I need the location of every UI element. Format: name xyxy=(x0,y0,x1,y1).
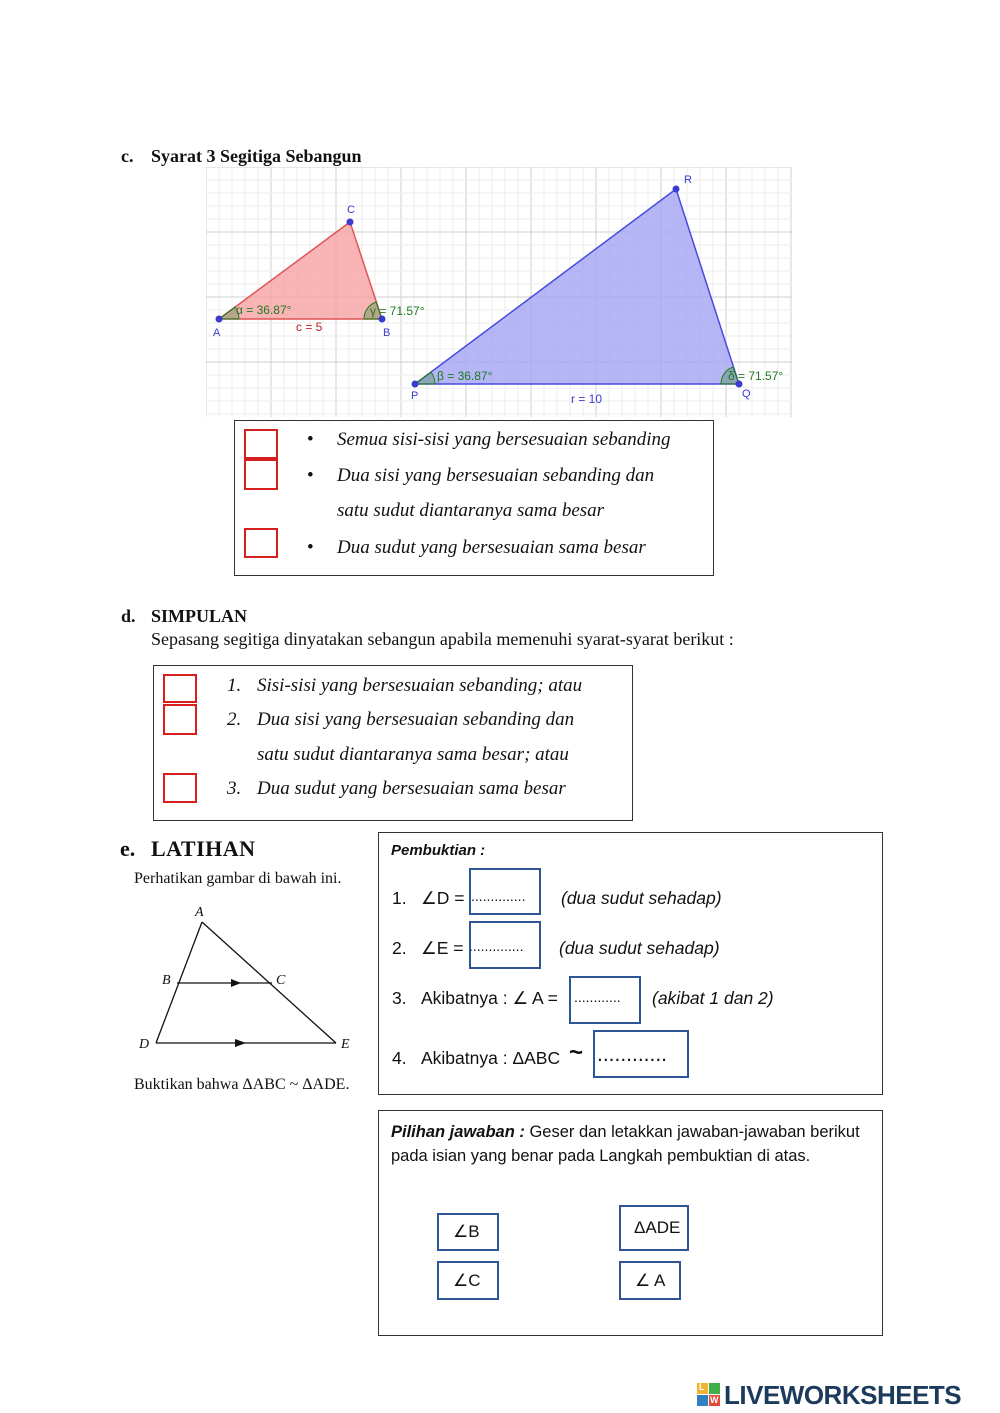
step-4-blank: ............ xyxy=(597,1043,668,1066)
summary-1-num: 1. xyxy=(227,675,242,696)
step-2-text: ∠E = xyxy=(421,938,464,958)
label-c: C xyxy=(347,204,355,216)
angle-delta-label: δ = 71.57° xyxy=(728,369,784,383)
prove-statement: Buktikan bahwa ΔABC ~ ΔADE. xyxy=(134,1076,350,1093)
answer-chip-angle-b[interactable] xyxy=(437,1213,499,1251)
section-c-letter: c. xyxy=(121,146,134,166)
angle-beta-label: β = 36.87° xyxy=(437,369,493,383)
step-1-num: 1. xyxy=(392,888,407,908)
parallel-arrow-bc xyxy=(231,979,241,987)
step-3-blank: ............ xyxy=(574,989,621,1005)
exercise-triangle-figure xyxy=(135,900,365,1060)
chip-label: ∠B xyxy=(453,1222,480,1241)
choices-instruction xyxy=(391,1120,869,1168)
answer-slot-2[interactable] xyxy=(469,921,541,969)
drop-target-2[interactable] xyxy=(244,459,278,490)
section-d-intro: Sepasang segitiga dinyatakan sebangun apabila memenuhi syarat-syarat berikut : xyxy=(151,629,734,649)
angle-alpha-label: α = 36.87° xyxy=(236,303,292,317)
proof-panel xyxy=(378,832,883,1095)
step-1-blank: .............. xyxy=(471,888,526,904)
drop-target-5[interactable] xyxy=(163,704,197,735)
label-r: R xyxy=(684,174,692,186)
choices-heading-rest: Geser dan letakkan jawaban-jawaban berikut pada isian yang benar pada Langkah pembuktian di atas. xyxy=(391,1123,860,1165)
point-c xyxy=(347,219,354,226)
condition-1-text: Semua sisi-sisi yang bersesuaian sebanding xyxy=(337,429,671,450)
logo-letter: L xyxy=(699,1382,705,1392)
step-3-text: Akibatnya : ∠ A = xyxy=(421,988,558,1008)
chip-label: ∠ A xyxy=(635,1270,666,1290)
logo-letter: W xyxy=(710,1395,719,1405)
point-r xyxy=(673,186,680,193)
similar-triangles-figure xyxy=(206,167,792,417)
answer-slot-3[interactable] xyxy=(569,976,641,1024)
label-d: D xyxy=(139,1037,150,1052)
step-1-reason: (dua sudut sehadap) xyxy=(561,888,722,908)
bullet: • xyxy=(307,465,314,486)
step-4-tilde: ~ xyxy=(569,1039,584,1066)
summary-3-num: 3. xyxy=(227,778,242,799)
summary-2-text-line1: Dua sisi yang bersesuaian sebanding dan xyxy=(257,709,575,730)
step-2-reason: (dua sudut sehadap) xyxy=(559,938,720,958)
chip-label: ΔADE xyxy=(634,1218,681,1237)
bullet: • xyxy=(307,429,314,450)
step-3-num: 3. xyxy=(392,988,407,1008)
point-p xyxy=(412,381,419,388)
step-4-text: Akibatnya : ΔABC xyxy=(421,1048,561,1068)
step-2-blank: .............. xyxy=(469,938,524,954)
summary-box xyxy=(153,665,633,821)
section-d-title: SIMPULAN xyxy=(151,606,248,626)
step-3-reason: (akibat 1 dan 2) xyxy=(652,988,774,1008)
label-e: E xyxy=(341,1037,350,1052)
side-r-label: r = 10 xyxy=(571,392,603,406)
exercise-instruction: Perhatikan gambar di bawah ini. xyxy=(134,870,342,887)
point-a xyxy=(216,316,223,323)
summary-1-text: Sisi-sisi yang bersesuaian sebanding; atau xyxy=(257,675,583,696)
side-c-label: c = 5 xyxy=(296,320,323,334)
summary-2-num: 2. xyxy=(227,709,242,730)
answer-chip-angle-c[interactable] xyxy=(437,1261,499,1300)
section-e-letter: e. xyxy=(120,836,136,861)
liveworksheets-logo-icon xyxy=(697,1383,721,1407)
label-a: A xyxy=(195,905,204,920)
label-p: P xyxy=(411,390,419,402)
chip-label: ∠C xyxy=(453,1270,481,1290)
proof-heading: Pembuktian : xyxy=(391,842,486,859)
label-c: C xyxy=(276,973,286,988)
section-c-title: Syarat 3 Segitiga Sebangun xyxy=(151,146,362,166)
label-b: B xyxy=(383,327,391,339)
liveworksheets-brand[interactable] xyxy=(697,1380,997,1410)
drop-target-4[interactable] xyxy=(163,674,197,703)
label-q: Q xyxy=(742,388,751,400)
answer-slot-4[interactable] xyxy=(593,1030,689,1078)
answer-chip-triangle-ade[interactable] xyxy=(619,1205,689,1251)
label-a: A xyxy=(213,327,221,339)
condition-3-text: Dua sudut yang bersesuaian sama besar xyxy=(337,537,646,558)
step-1-text: ∠D = xyxy=(421,888,465,908)
choices-heading: Pilihan jawaban : xyxy=(391,1123,525,1141)
drop-target-1[interactable] xyxy=(244,429,278,459)
summary-2-text-line2: satu sudut diantaranya sama besar; atau xyxy=(257,744,569,765)
liveworksheets-wordmark: LIVEWORKSHEETS xyxy=(724,1380,962,1410)
triangle-pqr xyxy=(415,189,739,384)
step-2-num: 2. xyxy=(392,938,407,958)
answer-chip-angle-a[interactable] xyxy=(619,1261,681,1300)
summary-3-text: Dua sudut yang bersesuaian sama besar xyxy=(257,778,566,799)
drop-target-3[interactable] xyxy=(244,528,278,558)
drop-target-6[interactable] xyxy=(163,773,197,803)
label-b: B xyxy=(162,973,171,988)
parallel-arrow-de xyxy=(235,1039,246,1047)
section-d-letter: d. xyxy=(121,606,136,626)
choices-panel xyxy=(378,1110,883,1336)
bullet: • xyxy=(307,537,314,558)
section-e-title: LATIHAN xyxy=(151,836,256,861)
condition-2-text-line1: Dua sisi yang bersesuaian sebanding dan xyxy=(337,465,655,486)
condition-2-text-line2: satu sudut diantaranya sama besar xyxy=(337,500,605,521)
conditions-box xyxy=(234,420,714,576)
answer-slot-1[interactable] xyxy=(469,868,541,915)
angle-gamma-label: γ = 71.57° xyxy=(370,304,425,318)
step-4-num: 4. xyxy=(392,1048,407,1068)
